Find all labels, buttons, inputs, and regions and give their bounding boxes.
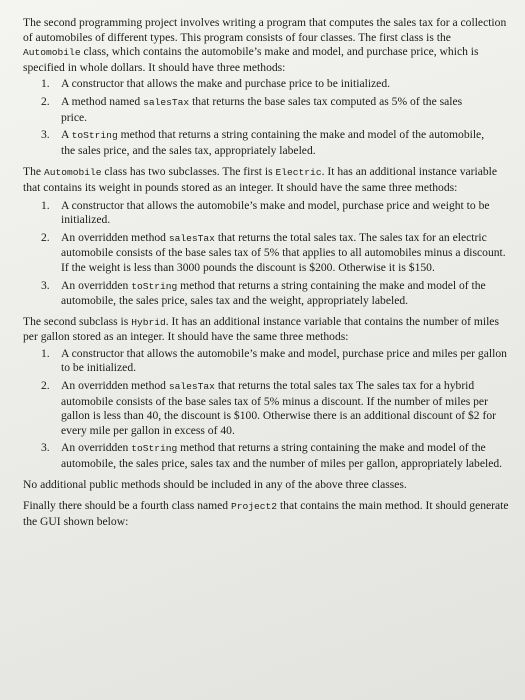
code-tostring: toString (71, 130, 118, 142)
item-text (61, 199, 512, 228)
item-number: 2. (41, 94, 50, 108)
item-text-part: An overridden (61, 441, 132, 455)
code-automobile: Automobile (23, 47, 81, 59)
item-text-part: A (61, 128, 72, 142)
code-hybrid: Hybrid (131, 316, 166, 328)
code-salestax: salesTax (168, 232, 215, 244)
automobile-methods-list (37, 77, 487, 158)
para-text: . It has an additional instance variable that contains the number of miles per gallon stored as an integer. It should have the same three methods: (23, 314, 499, 344)
para-text: Finally there should be a fourth class named (23, 499, 231, 513)
electric-methods-list (37, 199, 512, 309)
item-text-part: An overridden method (61, 230, 169, 244)
item-text-part: method that returns a string containing the make and model of the automobile, the sales price, sales tax and the weight, appropriately labeled. (61, 278, 486, 308)
item-text-part: that returns the total sales tax The sales tax for a hybrid automobile consists of the base sales tax of 5% minus a discount. If the number of miles per gallon is less than 40, the discount is $100. Otherwise there is an additional discount of $2 for every mile per gallon in excess of 40. (61, 379, 497, 437)
code-salestax: salesTax (168, 381, 215, 393)
list-item (37, 379, 512, 438)
code-project2: Project2 (231, 501, 278, 513)
item-text (61, 77, 487, 92)
item-number: 1. (41, 346, 50, 360)
item-number: 3. (41, 128, 50, 142)
intro-text-1: The second programming project involves writing a program that computes the sales tax for a collection of automobiles of different types. This program consists of four classes. The first class is the (23, 16, 507, 44)
para-text: The (23, 165, 44, 179)
item-number: 2. (41, 379, 50, 393)
item-text-part: An overridden (61, 278, 132, 292)
item-text (61, 379, 512, 438)
item-text (61, 231, 512, 276)
code-tostring: toString (131, 280, 178, 292)
item-text-part: that returns the base sales tax computed as 5% of the sales price. (61, 94, 463, 124)
item-text-part: A constructor that allows the automobile’s make and model, purchase price and weight to be initialized. (61, 198, 490, 227)
item-text-part: A constructor that allows the make and purchase price to be initialized. (61, 77, 391, 91)
item-text (61, 128, 487, 158)
item-number: 3. (41, 441, 50, 455)
item-number: 1. (41, 77, 50, 91)
para-text: class has two subclasses. The first is (101, 165, 276, 179)
item-number: 3. (41, 278, 50, 292)
list-item (37, 347, 512, 376)
item-text (61, 279, 512, 309)
para-text: . It has an additional instance variable that contains its weight in pounds stored as an integer. It should have the same three methods: (23, 165, 498, 194)
para-text: The second subclass is (23, 314, 132, 328)
item-text-part: A constructor that allows the automobile’s make and model, purchase price and miles per gallon to be initialized. (61, 346, 507, 375)
list-item (37, 128, 487, 158)
code-electric: Electric (275, 167, 322, 179)
item-text-part: that returns the total sales tax. The sales tax for an electric automobile consists of the base sales tax of 5% that applies to all automobiles minus a discount. If the weight is less than 3000 pounds the discount is $200. Otherwise it is $150. (61, 230, 506, 274)
item-text (61, 441, 512, 471)
electric-paragraph (23, 165, 511, 195)
list-item (37, 199, 512, 228)
code-automobile: Automobile (43, 167, 102, 179)
item-number: 2. (41, 230, 50, 244)
list-item (37, 231, 512, 276)
no-public-methods-paragraph: No additional public methods should be included in any of the above three classes. (23, 477, 407, 491)
item-text-part: method that returns a string containing the make and model of the automobile, the sales price, sales tax and the number of miles per gallon, appropriately labeled. (61, 441, 503, 471)
hybrid-paragraph (23, 315, 511, 345)
item-number: 1. (41, 198, 50, 212)
list-item (37, 77, 487, 92)
hybrid-methods-list (37, 347, 512, 472)
item-text-part: method that returns a string containing the make and model of the automobile, the sales price, and the sales tax, appropriately labeled. (61, 128, 485, 157)
item-text (61, 347, 512, 376)
item-text-part: A method named (61, 94, 144, 108)
intro-paragraph (23, 16, 511, 75)
list-item (37, 279, 512, 309)
list-item (37, 95, 487, 125)
code-tostring: toString (131, 443, 178, 455)
list-item (37, 441, 512, 471)
item-text-part: An overridden method (61, 379, 169, 393)
code-salestax: salesTax (143, 96, 190, 108)
item-text (61, 95, 487, 125)
intro-text-2: class, which contains the automobile’s make and model, and purchase price, which is specified in whole dollars. It should have three methods: (23, 45, 479, 74)
para-text: that contains the main method. It should generate the GUI shown below: (23, 499, 509, 528)
project2-paragraph (23, 499, 511, 529)
